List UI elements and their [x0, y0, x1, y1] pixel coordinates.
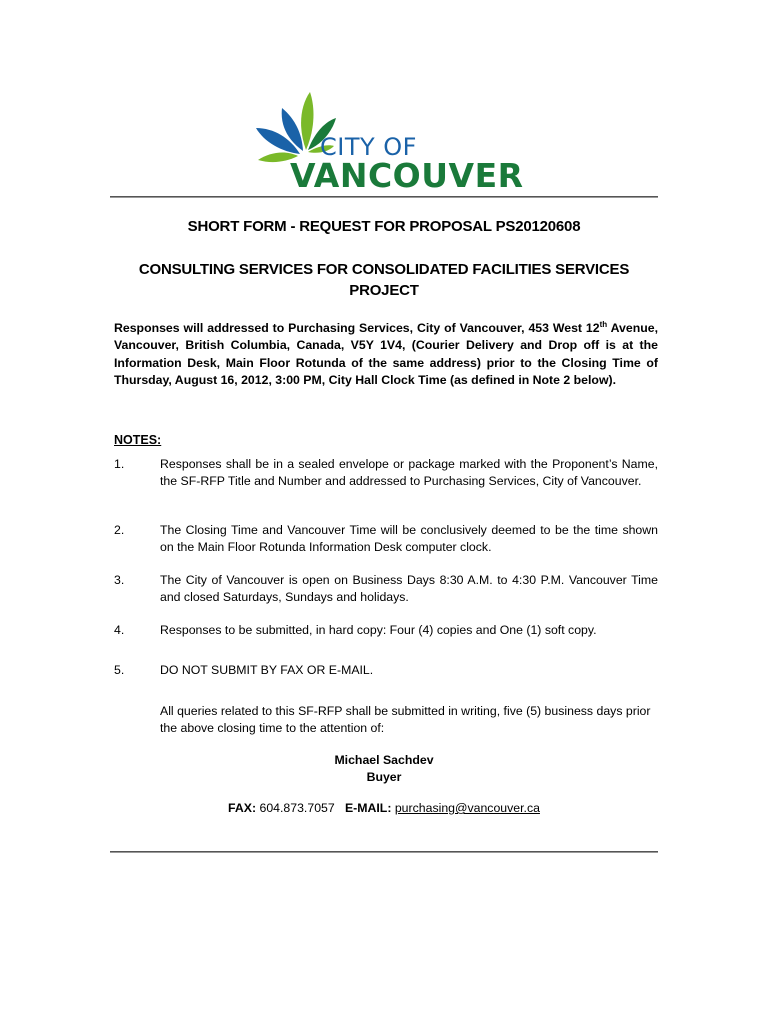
note-text: The City of Vancouver is open on Business Days 8:30 A.M. to 4:30 P.M. Vancouver Time and closed Saturdays, Sundays and holidays.: [160, 573, 658, 605]
queries-paragraph: All queries related to this SF-RFP shall be submitted in writing, five (5) business days prior the above closing time to the attention of:: [160, 704, 651, 736]
intro-text-part1: Responses will addressed to Purchasing Services, City of Vancouver, 453 West 12: [114, 321, 600, 336]
intro-text-part2: Avenue, Vancouver, British Columbia, Canada, V5Y 1V4, (Courier Delivery and Drop off is at the Information Desk, Main Floor Rotunda of the same address) prior to the Closing Time of Thursday, August 16, 2012, 3:00 PM, City Hall Clock Time (as defined in Note 2 below).: [114, 321, 659, 387]
document-subtitle: CONSULTING SERVICES FOR CONSOLIDATED FACILITIES SERVICES PROJECT: [138, 261, 630, 299]
intro-paragraph: [114, 316, 658, 389]
header-divider: [110, 196, 658, 198]
note-text: Responses shall be in a sealed envelope or package marked with the Proponent’s Name, the SF-RFP Title and Number and addressed to Purchasing Services, City of Vancouver.: [160, 457, 658, 489]
intro-superscript: th: [599, 320, 608, 329]
email-label: E-MAIL:: [344, 801, 392, 815]
note-text: The Closing Time and Vancouver Time will be conclusively deemed to be the time shown on the Main Floor Rotunda Information Desk computer clock.: [160, 523, 658, 555]
note-text: DO NOT SUBMIT BY FAX OR E-MAIL.: [160, 663, 374, 677]
note-number: 2.: [114, 523, 125, 537]
email-link[interactable]: purchasing@vancouver.ca: [394, 801, 540, 815]
fax-label: FAX:: [228, 801, 257, 815]
city-of-vancouver-logo: [248, 88, 528, 200]
document-title: SHORT FORM - REQUEST FOR PROPOSAL PS20120608: [187, 218, 581, 235]
note-number: 4.: [114, 623, 125, 637]
logo-text-city-of: CITY OF: [320, 133, 417, 161]
note-item: [114, 622, 658, 639]
note-number: 3.: [114, 573, 125, 587]
notes-heading: NOTES:: [114, 433, 162, 447]
logo-text-vancouver: VANCOUVER: [290, 156, 524, 195]
footer-divider: [110, 851, 658, 853]
contact-block: [110, 752, 658, 786]
note-number: 5.: [114, 663, 125, 677]
contact-details: [110, 801, 658, 815]
contact-name: Michael Sachdev: [334, 753, 434, 767]
note-item: [114, 572, 658, 606]
note-item: [114, 662, 658, 679]
note-item: [114, 522, 658, 556]
note-number: 1.: [114, 457, 125, 471]
note-item: [114, 456, 658, 490]
fax-number: 604.873.7057: [259, 801, 335, 815]
contact-role: Buyer: [366, 770, 402, 785]
note-text: Responses to be submitted, in hard copy: Four (4) copies and One (1) soft copy.: [160, 623, 597, 637]
